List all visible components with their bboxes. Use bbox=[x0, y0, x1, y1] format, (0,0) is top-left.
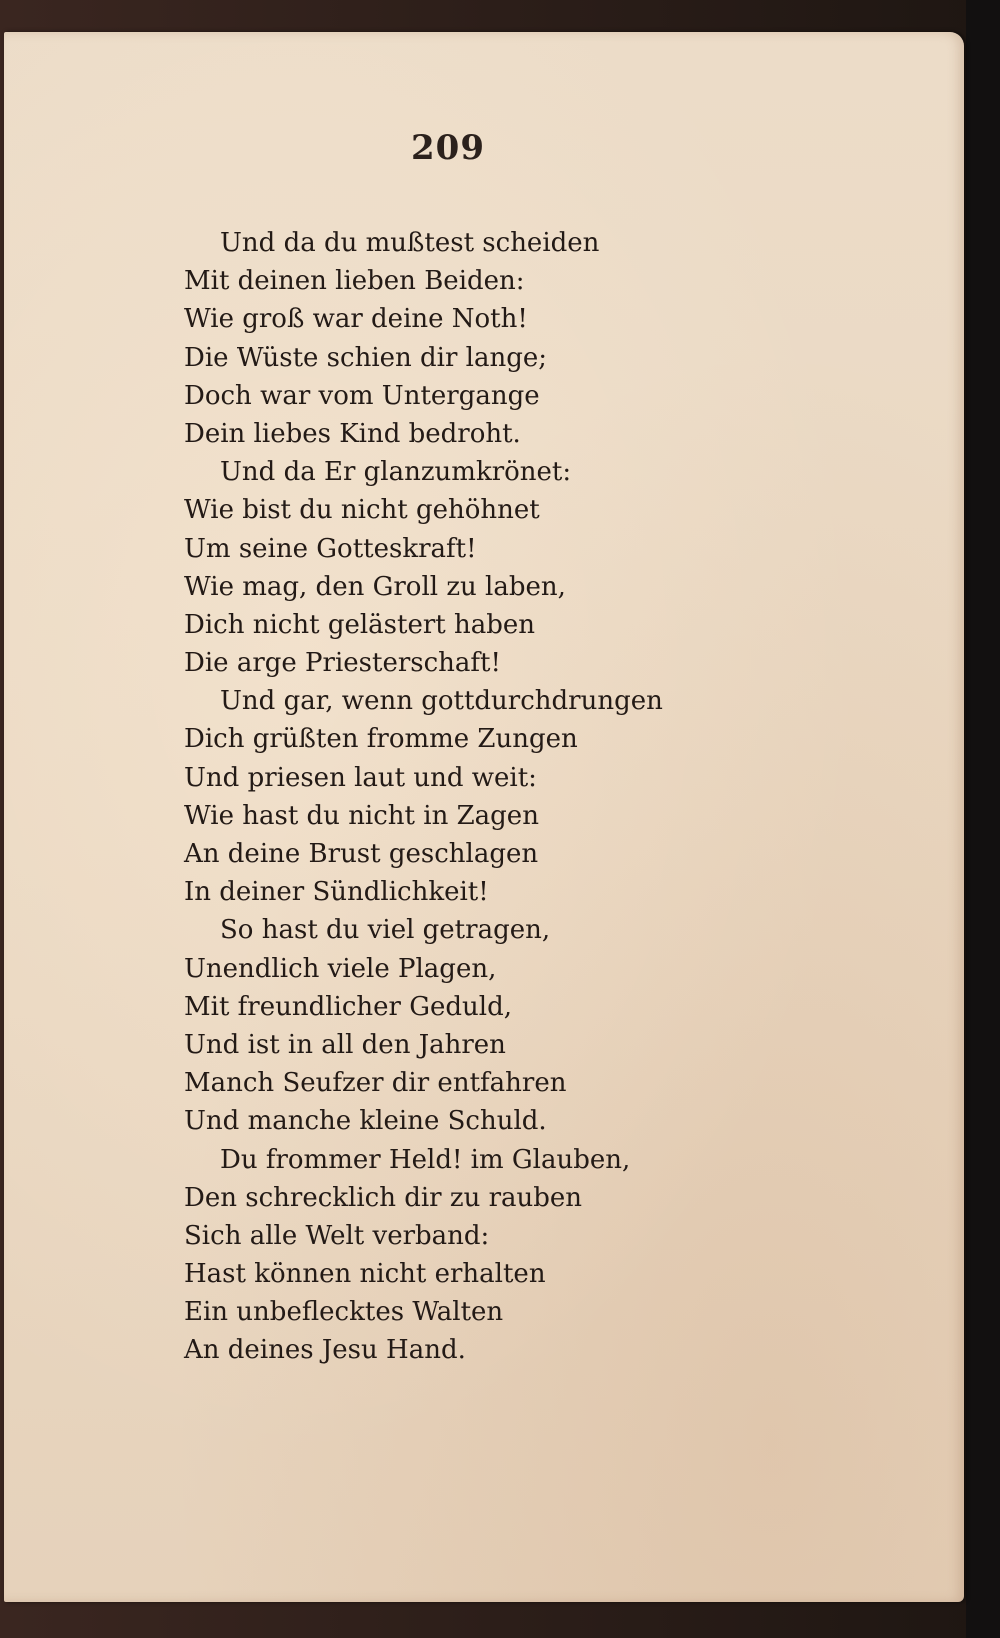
poem-line: Wie mag, den Groll zu laben, bbox=[184, 571, 566, 602]
poem-line: Doch war vom Untergange bbox=[184, 380, 540, 411]
poem-line: Die Wüste schien dir lange; bbox=[184, 342, 548, 373]
poem-line: Dein liebes Kind bedroht. bbox=[184, 418, 521, 449]
poem-line: Wie bist du nicht gehöhnet bbox=[184, 495, 540, 526]
poem-line: Und priesen laut und weit: bbox=[184, 762, 537, 793]
poem-line: Und da Er glanzumkrönet: bbox=[220, 457, 572, 488]
poem-line: An deines Jesu Hand. bbox=[184, 1335, 466, 1366]
poem-line: Ein unbeflecktes Walten bbox=[184, 1297, 504, 1328]
poem-line: Dich nicht gelästert haben bbox=[184, 609, 535, 640]
poem-line: Wie hast du nicht in Zagen bbox=[184, 800, 539, 831]
poem-line: Die arge Priesterschaft! bbox=[184, 648, 501, 679]
poem-line: Und da du mußtest scheiden bbox=[220, 228, 600, 258]
book-page bbox=[4, 32, 964, 1602]
poem-line: Mit freundlicher Geduld, bbox=[184, 991, 513, 1022]
poem-line: Unendlich viele Plagen, bbox=[184, 953, 497, 984]
poem-line: Den schrecklich dir zu rauben bbox=[184, 1182, 583, 1213]
poem-line: Mit deinen lieben Beiden: bbox=[184, 266, 525, 297]
poem-line: Und manche kleine Schuld. bbox=[184, 1106, 547, 1137]
poem-text bbox=[184, 224, 884, 1370]
dark-edge-strip bbox=[966, 0, 1000, 1638]
poem-line: Wie groß war deine Noth! bbox=[184, 304, 528, 335]
poem-line: Dich grüßten fromme Zungen bbox=[184, 724, 578, 755]
poem-line: Sich alle Welt verband: bbox=[184, 1220, 490, 1251]
poem-line: Um seine Gotteskraft! bbox=[184, 533, 477, 564]
poem-line: Und gar, wenn gottdurchdrungen bbox=[220, 686, 663, 717]
poem-line: An deine Brust geschlagen bbox=[184, 839, 539, 869]
page-number: 209 bbox=[411, 128, 485, 168]
poem-line: Hast können nicht erhalten bbox=[184, 1259, 546, 1290]
poem-line: So hast du viel getragen, bbox=[220, 915, 551, 946]
poem-line: Du frommer Held! im Glauben, bbox=[220, 1144, 631, 1175]
poem-line: In deiner Sündlichkeit! bbox=[184, 877, 489, 908]
poem-line: Und ist in all den Jahren bbox=[184, 1029, 506, 1060]
poem-line: Manch Seufzer dir entfahren bbox=[184, 1068, 567, 1099]
